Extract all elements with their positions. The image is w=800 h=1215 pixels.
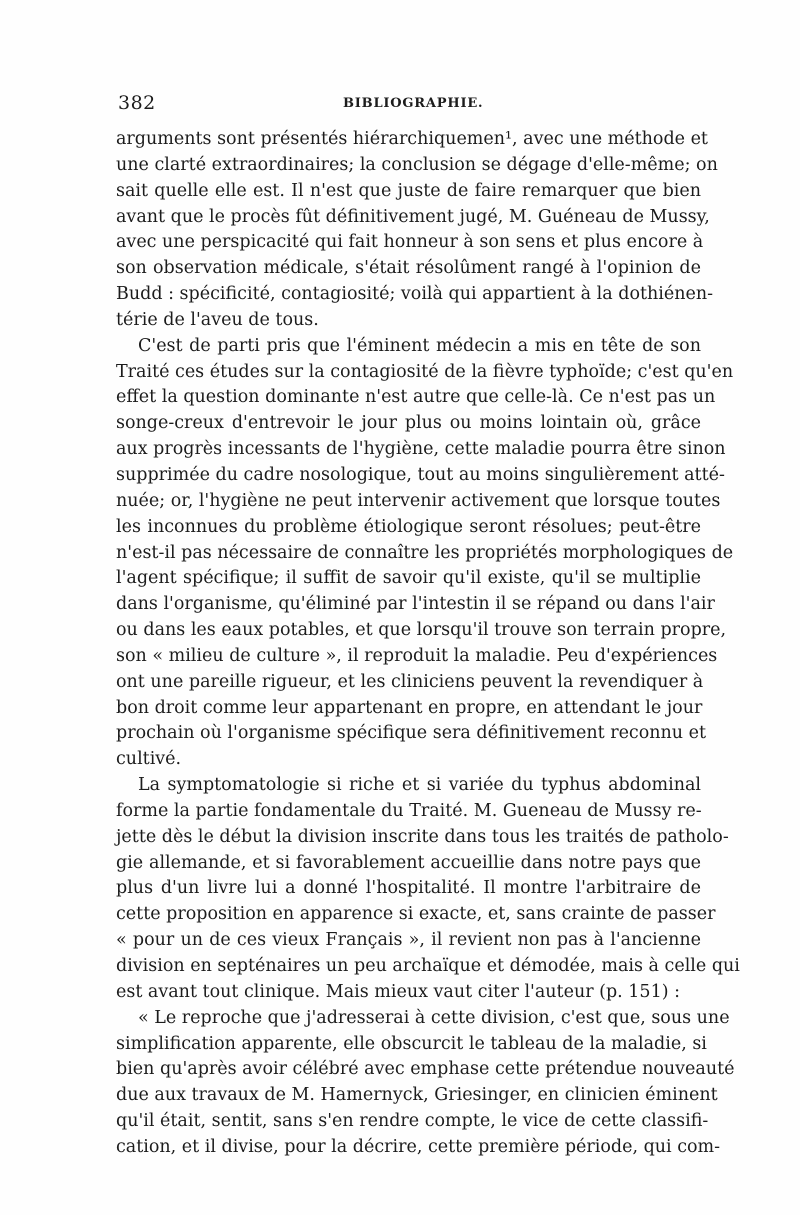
text-line: nuée; or, l'hygiène ne peut intervenir activement que lorsque toutes [116, 490, 721, 511]
text-line: son « milieu de culture », il reproduit la maladie. Peu d'expériences [116, 645, 718, 666]
text-line: « Le reproche que j'adresserai à cette division, c'est que, sous une [138, 1007, 730, 1028]
text-line: sait quelle elle est. Il n'est que juste de faire remarquer que bien [116, 180, 701, 201]
text-line: ont une pareille rigueur, et les cliniciens peuvent la revendiquer à [116, 671, 704, 692]
paragraph [116, 334, 734, 773]
text-line: son observation médicale, s'était résolûment rangé à l'opinion de [116, 258, 701, 279]
text-line: avant que le procès fût définitivement jugé, M. Guéneau de Mussy, [116, 206, 710, 227]
text-line: arguments sont présentés hiérarchiquemen¹, avec une méthode et [116, 129, 708, 149]
text-line: simplification apparente, elle obscurcit le tableau de la maladie, si [116, 1033, 707, 1054]
text-line: avec une perspicacité qui fait honneur à son sens et plus encore à [116, 232, 704, 253]
paragraph [116, 773, 740, 1006]
text-line: dans l'organisme, qu'éliminé par l'intestin il se répand ou dans l'air [116, 594, 715, 615]
text-line: gie allemande, et si favorablement accueillie dans notre pays que [116, 852, 701, 873]
page-number: 382 [118, 92, 156, 114]
text-line: est avant tout clinique. Mais mieux vaut citer l'auteur (p. 151) : [116, 981, 680, 1002]
text-line: bien qu'après avoir célébré avec emphase cette prétendue nouveauté [116, 1059, 735, 1080]
text-line: les inconnues du problème étiologique seront résolues; peut-être [116, 516, 701, 537]
text-line: jette dès le début la division inscrite dans tous les traités de patholo- [116, 826, 729, 847]
text-line: cation, et il divise, pour la décrire, cette première période, qui com- [116, 1136, 721, 1157]
text-line: C'est de parti pris que l'éminent médecin a mis en tête de son [138, 335, 701, 356]
text-line: plus d'un livre lui a donné l'hospitalité. Il montre l'arbitraire de [116, 878, 701, 899]
body-text [116, 127, 740, 1161]
paragraph [116, 127, 718, 334]
text-line: cette proposition en apparence si exacte, et, sans crainte de passer [116, 904, 716, 925]
text-line: térie de l'aveu de tous. [116, 309, 319, 330]
text-line: ou dans les eaux potables, et que lorsqu'il trouve son terrain propre, [116, 620, 727, 641]
paragraph [116, 1006, 735, 1161]
text-line: due aux travaux de M. Hamernyck, Griesinger, en clinicien éminent [116, 1085, 718, 1106]
text-line: aux progrès incessants de l'hygiène, cette maladie pourra être sinon [116, 439, 726, 460]
text-line: Traité ces études sur la contagiosité de la fièvre typhoïde; c'est qu'en [116, 361, 734, 382]
text-line: « pour un de ces vieux Français », il revient non pas à l'ancienne [116, 930, 701, 951]
text-line: une clarté extraordinaires; la conclusion se dégage d'elle-même; on [116, 154, 718, 175]
text-line: effet la question dominante n'est autre que celle-là. Ce n'est pas un [116, 387, 716, 408]
running-head [118, 92, 704, 122]
text-line: Budd : spécificité, contagiosité; voilà qui appartient à la dothiénen- [116, 284, 714, 305]
text-line: cultivé. [116, 749, 182, 770]
running-title: BIBLIOGRAPHIE. [343, 96, 484, 111]
text-line: forme la partie fondamentale du Traité. M. Gueneau de Mussy re- [116, 800, 702, 821]
text-line: La symptomatologie si riche et si variée du typhus abdominal [138, 775, 701, 796]
text-line: supprimée du cadre nosologique, tout au moins singulièrement atté- [116, 464, 725, 485]
text-line: division en septénaires un peu archaïque et démodée, mais à celle qui [116, 956, 740, 976]
text-line: l'agent spécifique; il suffit de savoir qu'il existe, qu'il se multiplie [116, 568, 701, 589]
text-line: n'est-il pas nécessaire de connaître les propriétés morphologiques de [116, 542, 734, 563]
text-line: songe-creux d'entrevoir le jour plus ou moins lointain où, grâce [116, 413, 701, 434]
text-line: qu'il était, sentit, sans s'en rendre compte, le vice de cette classifi- [116, 1111, 709, 1132]
text-line: prochain où l'organisme spécifique sera définitivement reconnu et [116, 723, 707, 744]
text-line: bon droit comme leur appartenant en propre, en attendant le jour [116, 697, 703, 718]
